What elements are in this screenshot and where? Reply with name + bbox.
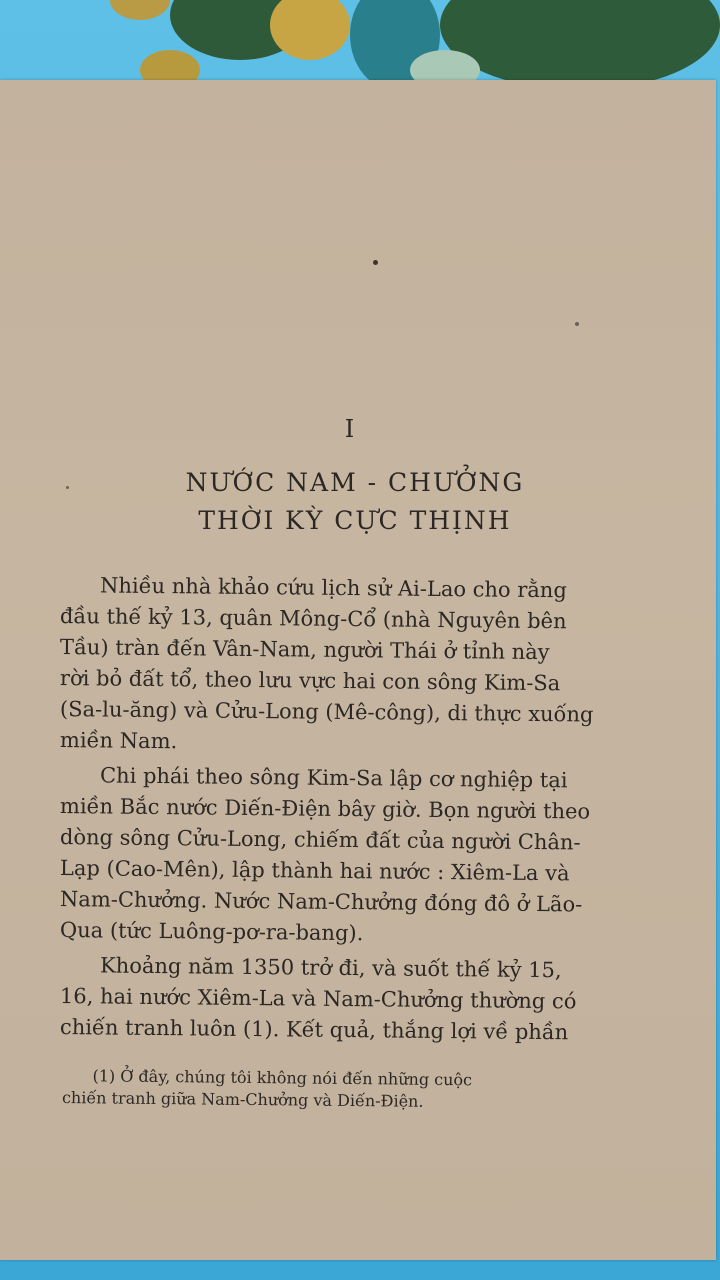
text-line: dòng sông Cửu-Long, chiếm đất của người Chân- [59,825,581,855]
text-line: Nhiều nhà khảo cứu lịch sử Ai-Lao cho rằng [59,573,567,603]
text-line: Chi phái theo sông Kim-Sa lập cơ nghiệp tại [59,763,568,793]
footnote [62,1065,622,1109]
text-line: Khoảng năm 1350 trở đi, và suốt thế kỷ 15, [59,953,562,983]
text-line: miền Nam. [59,728,178,754]
text-line: đầu thế kỷ 13, quân Mông-Cổ (nhà Nguyên bên [59,604,567,634]
text-line: chiến tranh luôn (1). Kết quả, thắng lợi về phần [59,1015,569,1045]
chapter-title-line-2: THỜI KỲ CỰC THỊNH [198,506,512,535]
ink-speck [373,260,378,265]
chapter-number: I [344,415,356,443]
text-line: Lạp (Cao-Mên), lập thành hai nước : Xiêm-La và [59,856,570,886]
text-line: Qua (tức Luông-pơ-ra-bang). [59,918,364,946]
footnote-line: chiến tranh giữa Nam-Chưởng và Diến-Điện. [61,1088,424,1111]
book-page [0,80,716,1260]
text-line: miền Bắc nước Diến-Điện bây giờ. Bọn người theo [59,794,591,824]
gold-ornament [110,0,170,20]
text-line: Tầu) tràn đến Vân-Nam, người Thái ở tỉnh này [59,635,550,665]
text-line: (Sa-lu-ăng) và Cửu-Long (Mê-công), di thực xuống [59,697,594,727]
leaf [440,0,720,90]
ink-speck [66,486,69,489]
text-line: Nam-Chưởng. Nước Nam-Chưởng đóng đô ở Lão- [59,887,583,917]
chapter-title-line-1: NƯỚC NAM - CHƯỞNG [185,468,525,497]
ink-speck [575,322,579,326]
text-line: 16, hai nước Xiêm-La và Nam-Chưởng thường có [59,984,577,1014]
body-text [60,570,640,1043]
text-line: rời bỏ đất tổ, theo lưu vực hai con sông Kim-Sa [59,666,561,696]
footnote-line: (1) Ở đây, chúng tôi không nói đến những cuộc [61,1066,473,1090]
